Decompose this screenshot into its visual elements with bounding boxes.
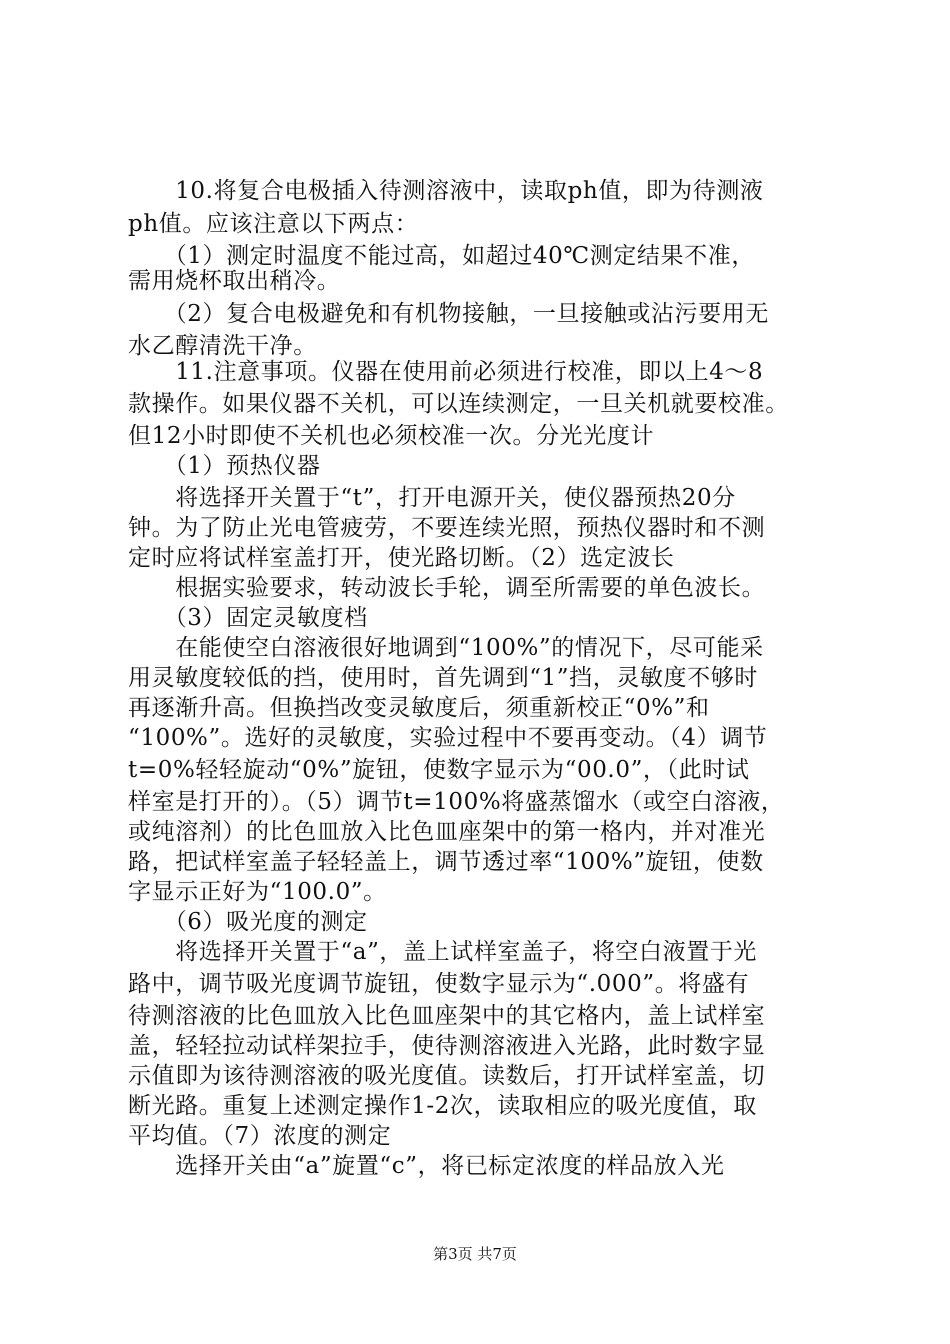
text-line: ph值。应该注意以下两点：: [128, 211, 419, 237]
text-line: 钟。为了防止光电管疲劳，不要连续光照，预热仪器时和不测: [128, 515, 766, 541]
text-line: t=0%轻轻旋动“0%”旋钮，使数字显示为“00.0”，（此时试: [128, 757, 750, 783]
text-line: 字显示正好为“100.0”。: [128, 879, 387, 905]
text-line: 断光路。重复上述测定操作1-2次，读取相应的吸光度值，取: [128, 1093, 757, 1119]
text-line: 样室是打开的）。（5）调节t=100%将盛蒸馏水（或空白溶液，: [128, 789, 785, 815]
text-line: （1）测定时温度不能过高，如超过40℃测定结果不准，: [128, 243, 755, 269]
text-line: 路，把试样室盖子轻轻盖上，调节透过率“100%”旋钮，使数: [128, 849, 764, 875]
text-line: 用灵敏度较低的挡，使用时，首先调到“1”挡，灵敏度不够时: [128, 665, 758, 691]
text-line: （3）固定灵敏度档: [128, 605, 368, 631]
text-line: 盖，轻轻拉动试样架拉手，使待测溶液进入光路，此时数字显: [128, 1033, 766, 1059]
text-line: 待测溶液的比色皿放入比色皿座架中的其它格内，盖上试样室: [128, 1003, 766, 1029]
text-line: 根据实验要求，转动波长手轮，调至所需要的单色波长。: [128, 575, 766, 601]
text-line: （1）预热仪器: [128, 453, 321, 479]
text-line: 需用烧杯取出稍冷。: [128, 268, 341, 294]
text-line: （6）吸光度的测定: [128, 909, 368, 935]
text-line: 定时应将试样室盖打开，使光路切断。（2）选定波长: [128, 545, 675, 571]
text-line: 10.将复合电极插入待测溶液中，读取ph值，即为待测液: [128, 178, 764, 204]
text-line: 路中，调节吸光度调节旋钮，使数字显示为“.000”。将盛有: [128, 971, 750, 997]
text-line: 款操作。如果仪器不关机，可以连续测定，一旦关机就要校准。: [128, 391, 789, 417]
text-line: 水乙醇清洗干净。: [128, 333, 317, 359]
text-line: 或纯溶剂）的比色皿放入比色皿座架中的第一格内，并对准光: [128, 819, 766, 845]
text-line: “100%”。选好的灵敏度，实验过程中不要再变动。（4）调节: [128, 725, 768, 751]
text-line: 将选择开关置于“a”，盖上试样室盖子，将空白液置于光: [128, 939, 758, 965]
text-line: 选择开关由“a”旋置“c”，将已标定浓度的样品放入光: [128, 1153, 725, 1179]
text-line: 平均值。（7）浓度的测定: [128, 1123, 392, 1149]
text-line: 将选择开关置于“t”，打开电源开关，使仪器预热20分: [128, 485, 736, 511]
text-line: 示值即为该待测溶液的吸光度值。读数后，打开试样室盖，切: [128, 1063, 766, 1089]
text-line: 再逐渐升高。但换挡改变灵敏度后，须重新校正“0%”和: [128, 695, 710, 721]
text-line: 但12小时即使不关机也必须校准一次。分光光度计: [128, 423, 655, 449]
text-line: （2）复合电极避免和有机物接触，一旦接触或沾污要用无: [128, 301, 769, 327]
text-line: 在能使空白溶液很好地调到“100%”的情况下，尽可能采: [128, 635, 764, 661]
page-footer: 第3页 共7页: [433, 1245, 517, 1263]
text-line: 11.注意事项。仪器在使用前必须进行校准，即以上4～8: [128, 359, 764, 385]
